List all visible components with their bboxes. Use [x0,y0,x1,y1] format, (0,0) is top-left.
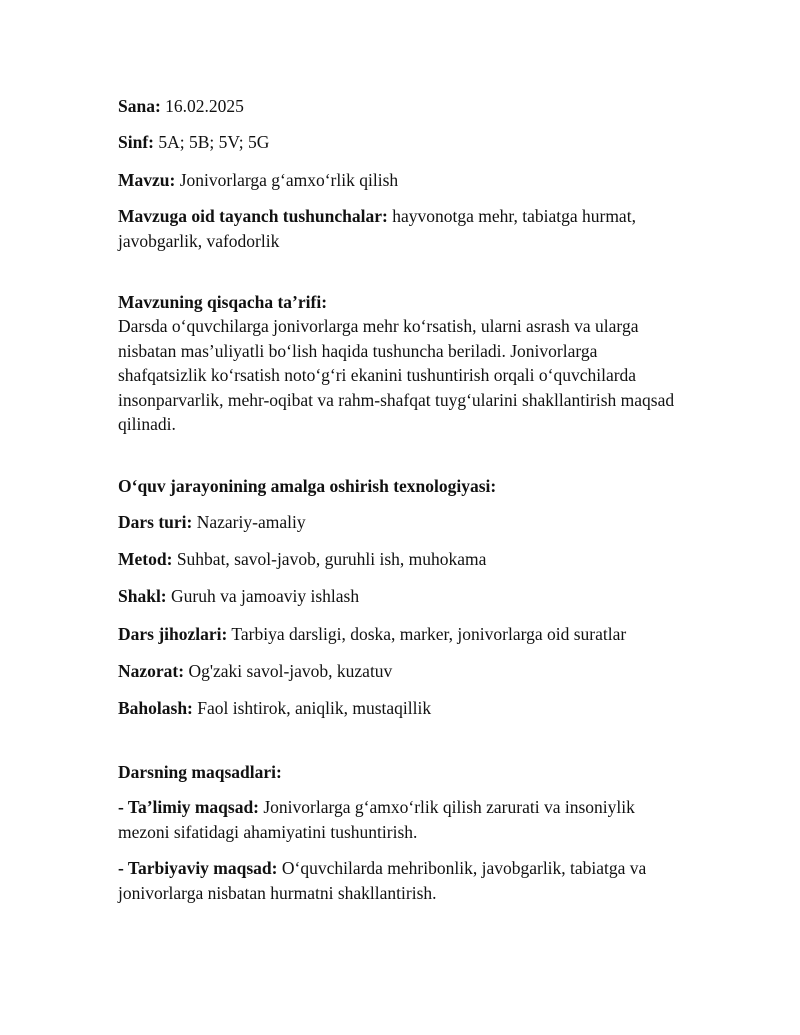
field-dars-turi [118,510,306,534]
goal-text: Jonivorlarga g‘amxo‘rlik qilish zarurati va insoniylik mezoni sifatidagi ahamiyatini tushuntirish. [118,797,635,842]
field-label: Sinf: [118,132,154,152]
field-label: Nazorat: [118,661,185,681]
field-baholash [118,696,431,720]
field-mavzu [118,168,398,192]
goal-text: O‘quvchilarda mehribonlik, javobgarlik, tabiatga va jonivorlarga nisbatan hurmatni shakllantirish. [118,858,647,903]
field-value: hayvonotga mehr, tabiatga hurmat, javobgarlik, vafodorlik [118,206,636,251]
field-metod [118,547,486,571]
goal-talimiy [118,795,663,844]
field-value: Tarbiya darsligi, doska, marker, jonivorlarga oid suratlar [227,624,627,644]
goal-label: - Ta’limiy maqsad: [118,797,259,817]
field-sinf [118,130,269,154]
field-tayanch-tushunchalar [118,204,678,253]
goal-label: - Tarbiyaviy maqsad: [118,858,278,878]
field-value: Nazariy-amaliy [192,512,306,532]
tarif-paragraph: Darsda o‘quvchilarga jonivorlarga mehr ko‘rsatish, ularni asrash va ularga nisbatan mas’uliyatli bo‘lish haqida tushuncha beriladi. Jonivorlarga shafqatsizlik ko‘rsatish noto‘g‘ri ekanini tushuntirish orqali o‘quvchilarda insonparvarlik, mehr-oqibat va rahm-shafqat tuyg‘ularini shakllantirish maqsad qilinadi. [118,316,675,434]
field-label: Sana: [118,96,161,116]
field-label: Mavzu: [118,170,176,190]
field-value: Og'zaki savol-javob, kuzatuv [184,661,393,681]
field-value: Jonivorlarga g‘amxo‘rlik qilish [175,170,399,190]
section-heading-maqsadlar: Darsning maqsadlari: [118,762,282,782]
field-value: Faol ishtirok, aniqlik, mustaqillik [192,698,432,718]
field-label: Mavzuga oid tayanch tushunchalar: [118,206,388,226]
field-label: Metod: [118,549,173,569]
field-label: Baholash: [118,698,193,718]
section-heading-texnologiya: O‘quv jarayonining amalga oshirish texnologiyasi: [118,476,497,496]
field-sana [118,94,244,118]
field-value: Guruh va jamoaviy ishlash [166,586,360,606]
field-dars-jihozlari [118,622,626,646]
field-value: 5A; 5B; 5V; 5G [153,132,270,152]
field-value: Suhbat, savol-javob, guruhli ish, muhokama [172,549,487,569]
field-value: 16.02.2025 [160,96,244,116]
field-label: Dars turi: [118,512,193,532]
goal-tarbiyaviy [118,856,683,905]
field-label: Shakl: [118,586,167,606]
field-label: Dars jihozlari: [118,624,228,644]
field-nazorat [118,659,392,683]
section-heading-tarif: Mavzuning qisqacha ta’rifi: [118,292,328,312]
field-shakl [118,584,359,608]
